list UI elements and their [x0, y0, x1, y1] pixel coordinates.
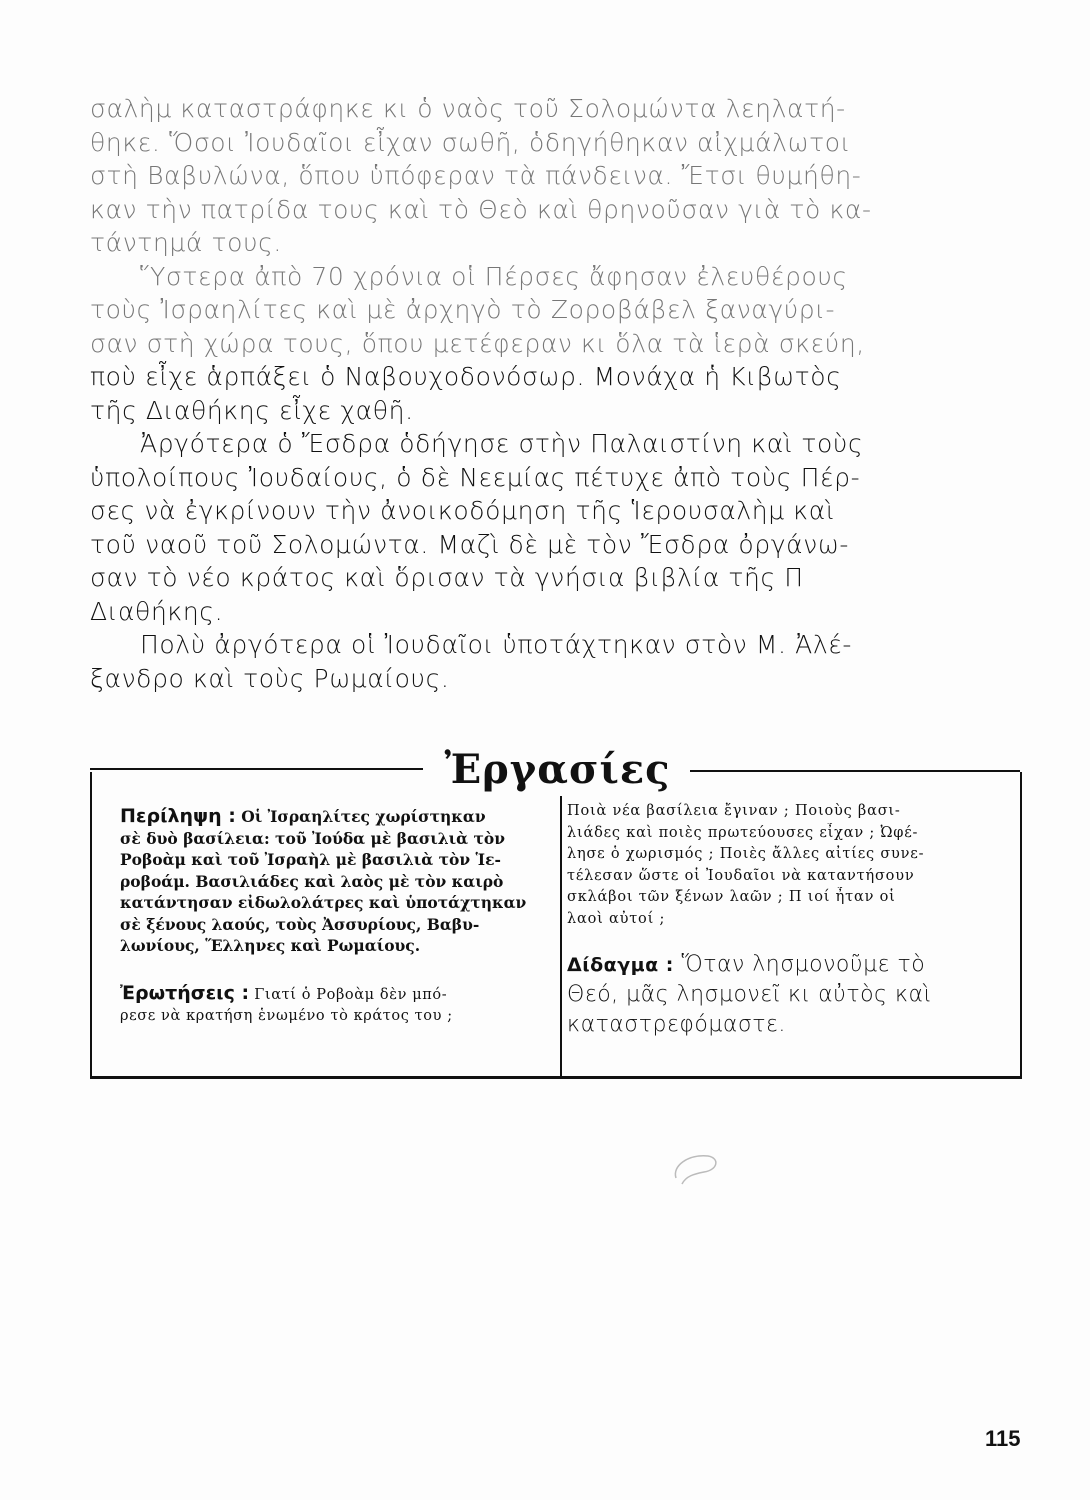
text-line: καν τὴν πατρίδα τους καὶ τὸ Θεὸ καὶ θρηνοῦσαν γιὰ τὸ κα-	[90, 194, 872, 224]
page-number: 115	[985, 1426, 1021, 1451]
text-line: σαλὴμ καταστράφηκε κι ὁ ναὸς τοῦ Σολομώντα λεηλατή-	[90, 94, 846, 123]
questions-line-1	[120, 983, 545, 1007]
questions-line: Ποιὰ νέα βασίλεια ἔγιναν ; Ποιοὺς βασι-	[567, 803, 901, 819]
paragraph-4	[90, 628, 1020, 695]
text-line: Διαθήκης.	[90, 596, 224, 626]
summary-line: κατάντησαν εἰδωλολάτρες καὶ ὑποτάχτηκαν	[120, 893, 527, 912]
summary-text: Οἱ Ἰσραηλίτες χωρίστηκαν	[235, 807, 486, 826]
text-line: τῆς Διαθήκης εἶχε χαθῆ.	[90, 395, 414, 425]
lesson-text: Ὅταν λησμονοῦμε τὸ	[673, 952, 926, 977]
summary-line: Ροβοὰμ καὶ τοῦ Ἰσραὴλ μὲ βασιλιὰ τὸν Ἱε-	[120, 850, 501, 869]
text-line: σαν τὸ νέο κράτος καὶ ὅρισαν τὰ γνήσια βιβλία τῆς Π	[90, 563, 804, 592]
pencil-mark-icon	[668, 1148, 738, 1188]
text-line: τάντημά τους.	[90, 228, 282, 257]
paragraph-2-cont	[90, 360, 1020, 427]
questions-label: Ἐρωτήσεις :	[120, 982, 250, 1004]
text-line: Πολὺ ἀργότερα οἱ Ἰουδαῖοι ὑποτάχτηκαν στὸν Μ. Ἀλέ-	[140, 630, 852, 659]
paragraph-2	[90, 260, 1020, 361]
text-line: τοὺς Ἰσραηλίτες καὶ μὲ ἀρχηγὸ τὸ Ζοροβάβελ ξαναγύρι-	[90, 295, 836, 324]
summary-label: Περίληψη :	[120, 806, 236, 827]
summary-line: λωνίους, Ἕλληνες καὶ Ρωμαίους.	[120, 936, 421, 955]
text-line: ξανδρο καὶ τοὺς Ρωμαίους.	[90, 663, 450, 693]
exercises-title: Ἐργασίες	[444, 746, 671, 793]
lesson-line: καταστρεφόμαστε.	[567, 1012, 786, 1037]
lesson-line: Θεό, μᾶς λησμονεῖ κι αὐτὸς καὶ	[567, 982, 932, 1007]
main-text	[90, 92, 1020, 695]
questions-line: λιάδες καὶ ποιὲς πρωτεύουσες εἶχαν ; Ὠφέ-	[567, 824, 919, 841]
title-rule-left	[90, 768, 423, 770]
text-line: σαν στὴ χώρα τους, ὅπου μετέφεραν κι ὅλα τὰ ἱερὰ σκεύη,	[90, 328, 865, 358]
questions-line: σκλάβοι τῶν ξένων λαῶν ; Π ιοί ἦταν οἱ	[567, 889, 896, 905]
lesson-label: Δίδαγμα :	[567, 954, 674, 976]
summary-line: σὲ ξένους λαούς, τοὺς Ἀσσυρίους, Βαβυ-	[120, 914, 480, 934]
text-line: τοῦ ναοῦ τοῦ Σολομώντα. Μαζὶ δὲ μὲ τὸν Ἔσδρα ὀργάνω-	[90, 529, 849, 559]
text-line: Ὕστερα ἀπὸ 70 χρόνια οἱ Πέρσες ἄφησαν ἐλευθέρους	[140, 261, 848, 291]
lesson-block	[567, 950, 1012, 1040]
paragraph-1	[90, 92, 1020, 260]
text-line: σες νὰ ἐγκρίνουν τὴν ἀνοικοδόμηση τῆς Ἱερουσαλὴμ καὶ	[90, 496, 835, 525]
lesson-line-1	[567, 950, 1012, 980]
questions-line: τέλεσαν ὥστε οἱ Ἰουδαῖοι νὰ καταντήσουν	[567, 867, 915, 884]
text-line: ὑπολοίπους Ἰουδαίους, ὁ δὲ Νεεμίας πέτυχε ἀπὸ τοὺς Πέρ-	[90, 462, 861, 492]
questions-line: λαοὶ αὐτοί ;	[567, 910, 666, 927]
summary-line: σὲ δυὸ βασίλεια: τοῦ Ἰούδα μὲ βασιλιὰ τὸν	[120, 828, 506, 848]
summary-line-1	[120, 806, 545, 828]
column-divider	[560, 796, 562, 1076]
text-line: ποὺ εἶχε ἁρπάξει ὁ Ναβουχοδονόσωρ. Μονάχα ἡ Κιβωτὸς	[90, 362, 842, 391]
exercises-right-column	[567, 801, 1012, 1040]
questions-line: λησε ὁ χωρισμός ; Ποιὲς ἄλλες αἰτίες συνε-	[567, 846, 925, 862]
paragraph-3	[90, 427, 1020, 628]
text-line: θηκε. Ὅσοι Ἰουδαῖοι εἶχαν σωθῆ, ὁδηγήθηκαν αἰχμάλωτοι	[90, 127, 851, 157]
summary-line: ροβοάμ. Βασιλιάδες καὶ λαὸς μὲ τὸν καιρὸ	[120, 871, 504, 891]
text-line: στὴ Βαβυλώνα, ὅπου ὑπόφεραν τὰ πάνδεινα. Ἔτσι θυμήθη-	[90, 161, 862, 190]
questions-text: Γιατί ὁ Ροβοὰμ δὲν μπό-	[249, 986, 448, 1003]
exercises-left-column	[120, 806, 545, 1028]
text-line: Ἀργότερα ὁ Ἔσδρα ὁδήγησε στὴν Παλαιστίνη καὶ τοὺς	[140, 429, 864, 458]
questions-line: ρεσε νὰ κρατήση ἑνωμένο τὸ κράτος του ;	[120, 1008, 453, 1024]
